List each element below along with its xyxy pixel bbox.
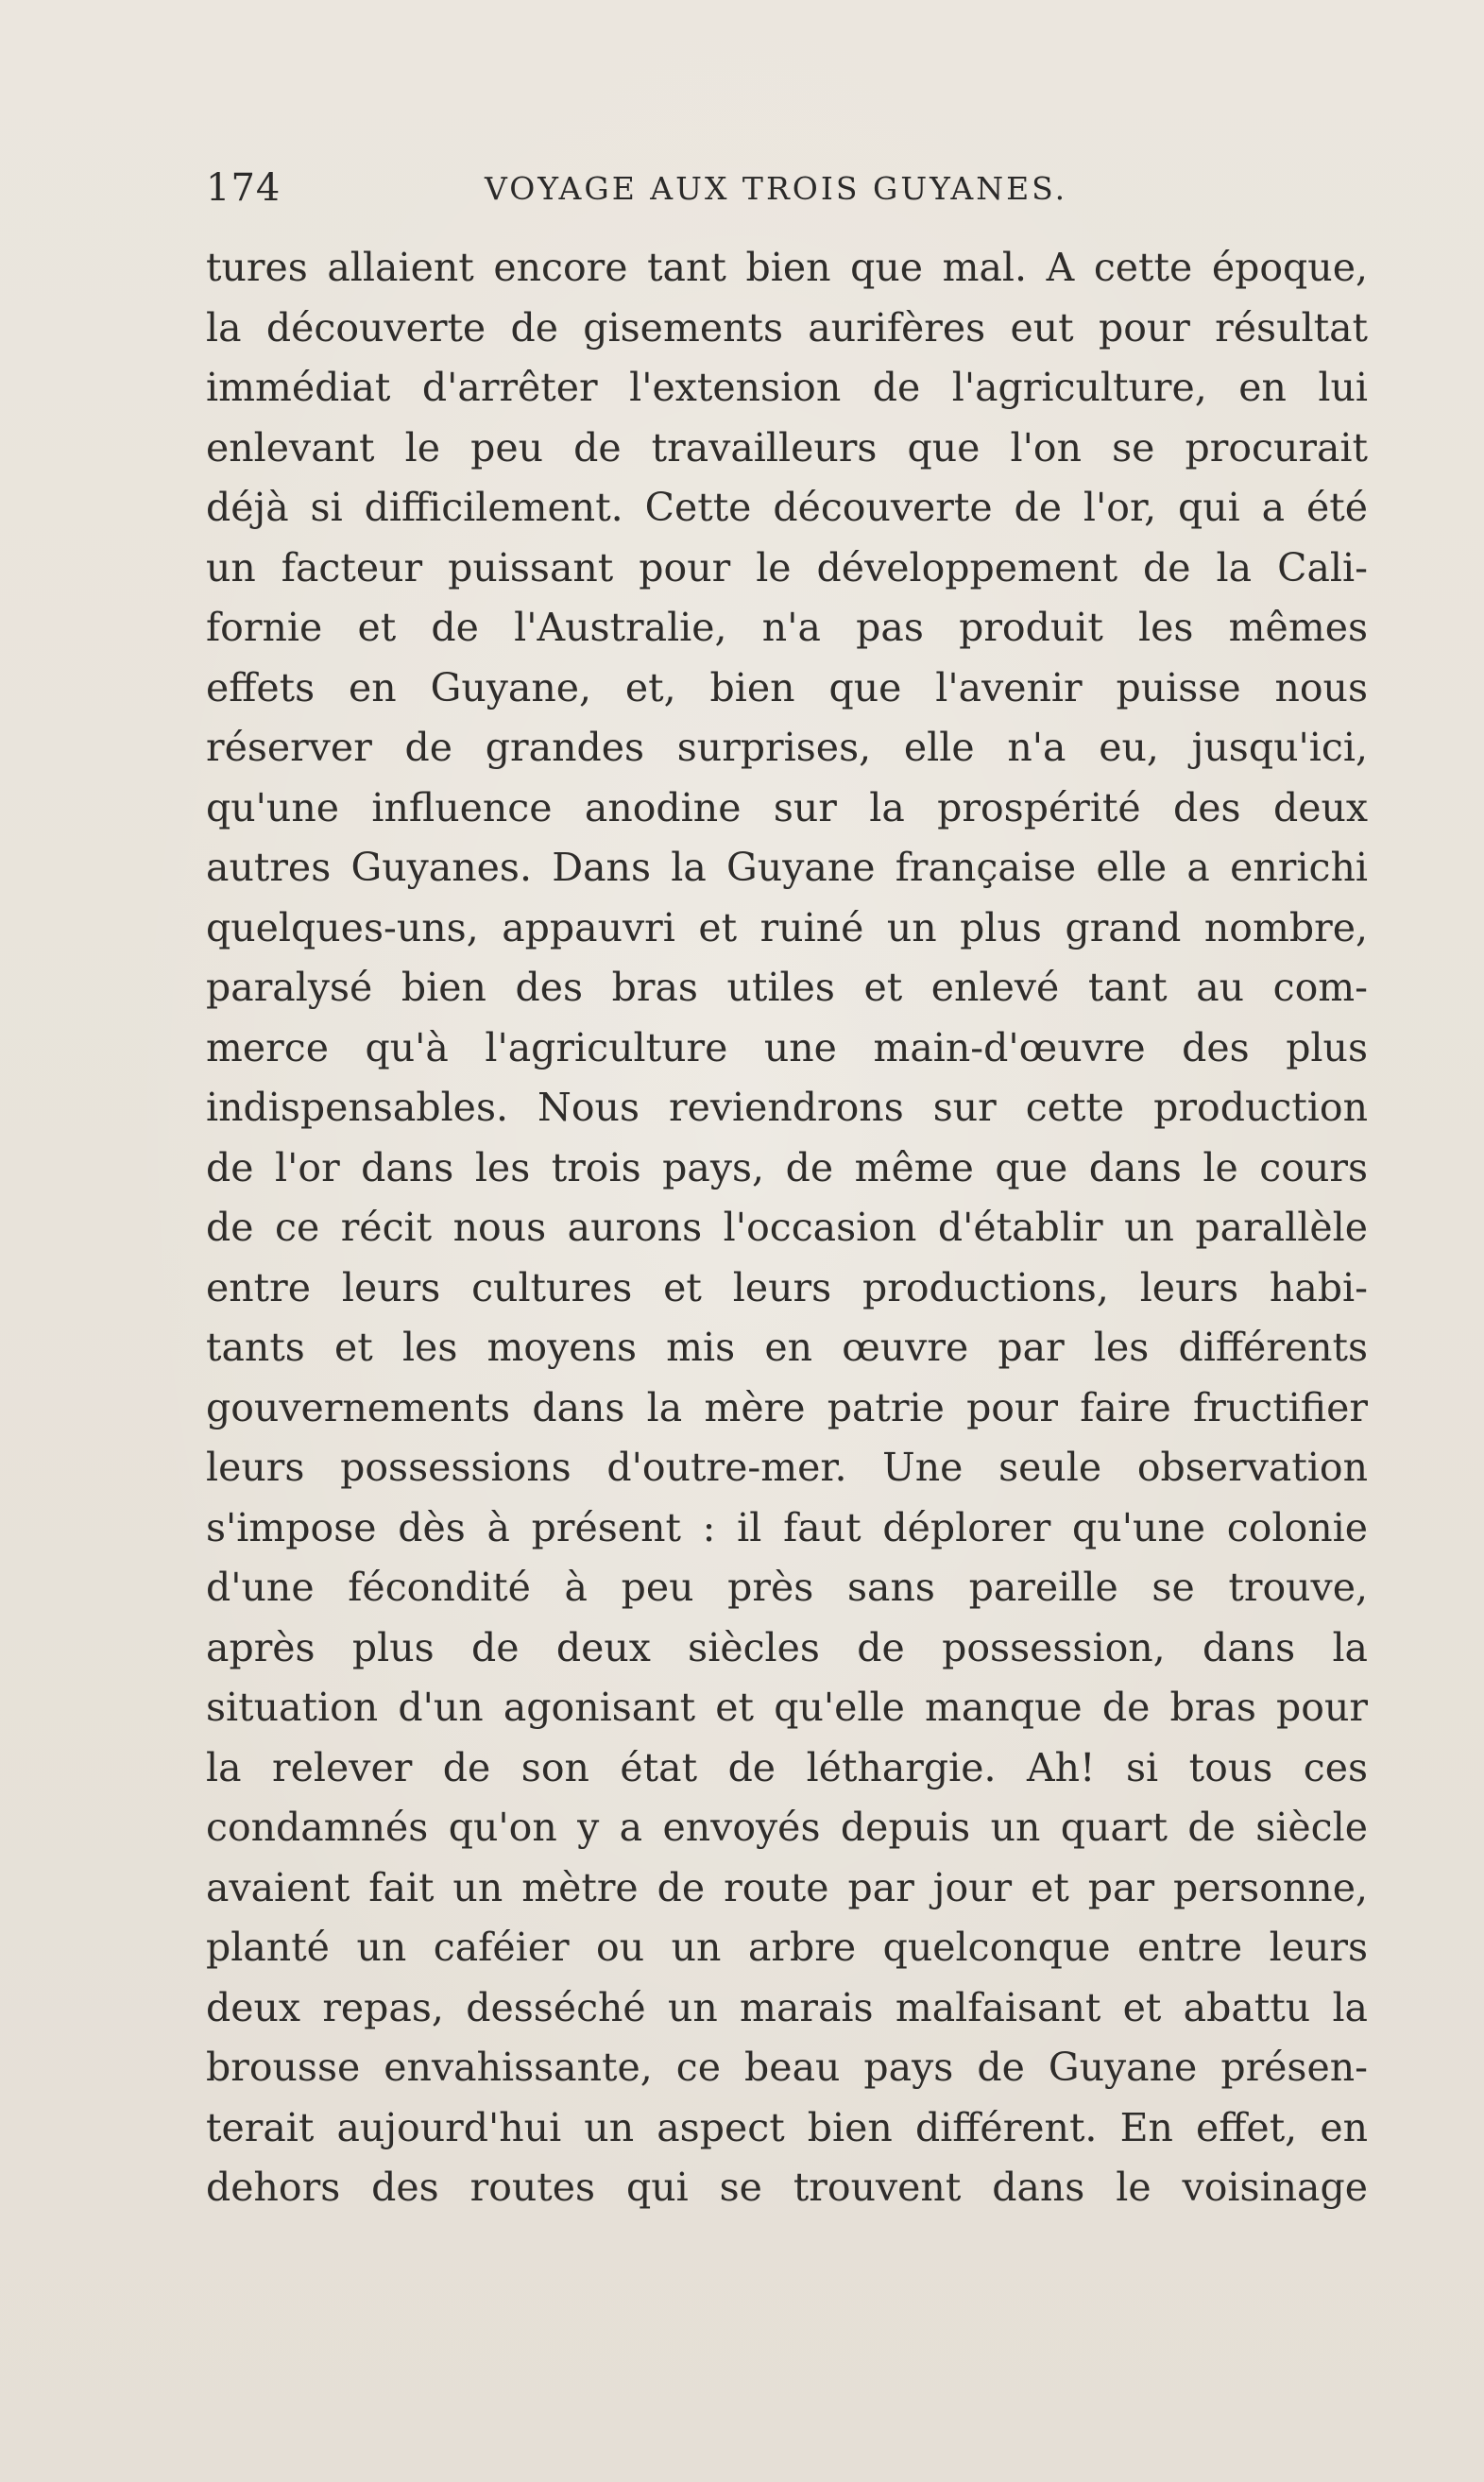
text-line: après plus de deux siècles de possession, dans la	[206, 1624, 1368, 1670]
text-line: deux repas, desséché un marais malfaisant et abattu la	[206, 1984, 1368, 2030]
text-line: tants et les moyens mis en œuvre par les différents	[206, 1325, 1368, 1370]
text-line: un facteur puissant pour le développement de la Cali-	[206, 544, 1368, 591]
text-line: s'impose dès à présent : il faut déplorer qu'une colonie	[206, 1504, 1368, 1550]
body-text	[206, 238, 1368, 2218]
text-line: entre leurs cultures et leurs productions, leurs habi-	[206, 1264, 1368, 1310]
text-line: avaient fait un mètre de route par jour et par personne,	[206, 1864, 1368, 1910]
text-line: indispensables. Nous reviendrons sur cette production	[206, 1085, 1368, 1130]
text-line: réserver de grandes surprises, elle n'a eu, jusqu'ici,	[206, 725, 1368, 770]
text-line: de l'or dans les trois pays, de même que dans le cours	[206, 1144, 1368, 1190]
text-line: déjà si difficilement. Cette découverte de l'or, qui a été	[206, 485, 1368, 530]
text-line: merce qu'à l'agriculture une main-d'œuvre des plus	[206, 1024, 1368, 1070]
page-header	[206, 161, 1368, 217]
text-line: autres Guyanes. Dans la Guyane française elle a enrichi	[206, 845, 1368, 890]
text-line: de ce récit nous aurons l'occasion d'établir un parallèle	[206, 1205, 1368, 1250]
text-line: terait aujourd'hui un aspect bien différent. En effet, en	[206, 2104, 1368, 2150]
text-line: tures allaient encore tant bien que mal. A cette époque,	[206, 245, 1368, 290]
text-line: condamnés qu'on y a envoyés depuis un quart de siècle	[206, 1805, 1368, 1850]
running-title: VOYAGE AUX TROIS GUYANES.	[485, 170, 1068, 207]
text-line: brousse envahissante, ce beau pays de Guyane présen-	[206, 2045, 1368, 2090]
text-line: gouvernements dans la mère patrie pour faire fructifier	[206, 1384, 1368, 1430]
text-line: quelques-uns, appauvri et ruiné un plus grand nombre,	[206, 904, 1368, 950]
text-line: enlevant le peu de travailleurs que l'on se procurait	[206, 424, 1368, 471]
text-line: leurs possessions d'outre-mer. Une seule observation	[206, 1445, 1368, 1490]
text-line: qu'une influence anodine sur la prospérité des deux	[206, 784, 1368, 830]
text-line: paralysé bien des bras utiles et enlevé tant au com-	[206, 965, 1368, 1010]
text-line: la relever de son état de léthargie. Ah! si tous ces	[206, 1744, 1368, 1790]
text-line: planté un caféier ou un arbre quelconque entre leurs	[206, 1925, 1368, 1970]
text-line: dehors des routes qui se trouvent dans le voisinage	[206, 2165, 1368, 2210]
text-line: fornie et de l'Australie, n'a pas produit les mêmes	[206, 605, 1368, 650]
text-line: la découverte de gisements aurifères eut pour résultat	[206, 304, 1368, 351]
page-number: 174	[206, 166, 281, 210]
text-line: effets en Guyane, et, bien que l'avenir puisse nous	[206, 664, 1368, 710]
text-line: situation d'un agonisant et qu'elle manque de bras pour	[206, 1685, 1368, 1730]
text-line: d'une fécondité à peu près sans pareille se trouve,	[206, 1565, 1368, 1610]
text-line: immédiat d'arrêter l'extension de l'agriculture, en lui	[206, 365, 1368, 410]
